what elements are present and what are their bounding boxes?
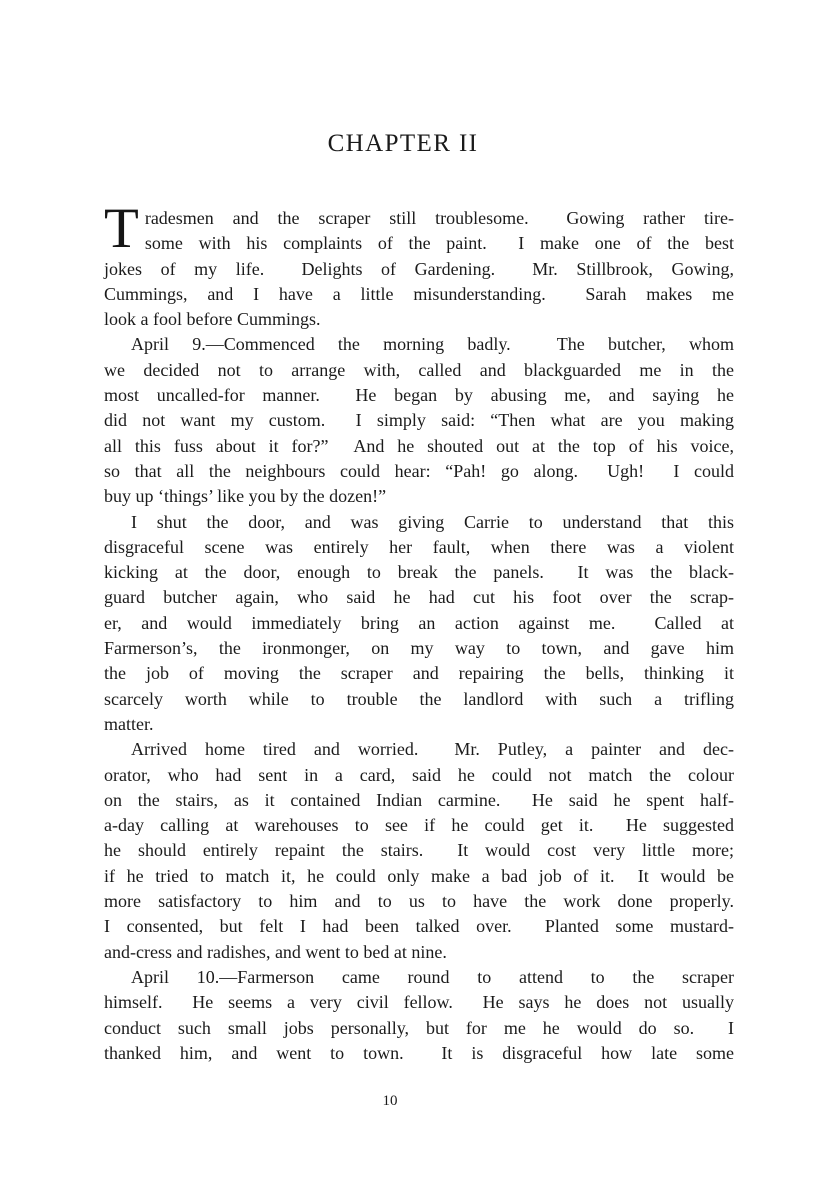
text-line: Arrived home tired and worried. Mr. Putley, a painter and dec- [131,739,734,760]
text-line: most uncalled-for manner. He began by abusing me, and saying he [104,385,734,406]
text-line: conduct such small jobs personally, but for me he would do so. I [104,1017,734,1038]
paragraph [104,197,734,332]
text-line: er, and would immediately bring an action against me. Called at [104,612,734,633]
text-line: I shut the door, and was giving Carrie to understand that this [131,511,734,532]
text-line: some with his complaints of the paint. I make one of the best [144,233,734,254]
text-line: radesmen and the scraper still troublesome. Gowing rather tire- [144,208,734,228]
text-line: scarcely worth while to trouble the landlord with such a trifling [104,688,734,709]
text-line: more satisfactory to him and to us to have the work done properly. [104,891,734,912]
paragraph [104,965,734,1066]
text-line: Cummings, and I have a little misunderstanding. Sarah makes me [104,283,734,304]
text-line: Farmerson’s, the ironmonger, on my way to town, and gave him [104,638,734,659]
text-line: did not want my custom. I simply said: “Then what are you making [104,410,734,431]
text-line: April 10.—Farmerson came round to attend to the scraper [131,966,734,987]
text-line: look a fool before Cummings. [104,309,321,330]
text-line: a-day calling at warehouses to see if he could get it. He suggested [104,815,734,836]
text-line: the job of moving the scraper and repairing the bells, thinking it [104,663,734,684]
paragraph [104,737,734,965]
paragraph [104,332,734,509]
text-line: kicking at the door, enough to break the panels. It was the black- [104,562,734,583]
drop-cap: T [104,197,139,260]
text-line: orator, who had sent in a card, said he could not match the colour [104,764,734,785]
paragraph [104,510,734,738]
text-line: and-cress and radishes, and went to bed at nine. [104,941,447,962]
chapter-title: CHAPTER II [327,130,479,157]
text-line: jokes of my life. Delights of Gardening. Mr. Stillbrook, Gowing, [104,258,734,279]
text-line: on the stairs, as it contained Indian carmine. He said he spent half- [104,789,734,810]
text-line: thanked him, and went to town. It is disgraceful how late some [104,1042,734,1063]
text-line: all this fuss about it for?” And he shouted out at the top of his voice, [104,435,734,456]
text-line: we decided not to arrange with, called and blackguarded me in the [104,359,734,380]
text-line: himself. He seems a very civil fellow. He says he does not usually [104,992,734,1013]
text-line: so that all the neighbours could hear: “Pah! go along. Ugh! I could [104,460,734,481]
text-line: guard butcher again, who said he had cut his foot over the scrap- [104,587,734,608]
text-line: disgraceful scene was entirely her fault, when there was a violent [104,536,734,557]
body-text [104,197,734,1066]
text-line: if he tried to match it, he could only make a bad job of it. It would be [104,865,734,886]
text-line: buy up ‘things’ like you by the dozen!” [104,486,387,507]
text-line: I consented, but felt I had been talked over. Planted some mustard- [104,916,734,937]
text-line: he should entirely repaint the stairs. It would cost very little more; [104,840,734,861]
text-line: April 9.—Commenced the morning badly. The butcher, whom [131,334,734,355]
text-line: matter. [104,713,154,734]
page-number: 10 [382,1093,398,1109]
